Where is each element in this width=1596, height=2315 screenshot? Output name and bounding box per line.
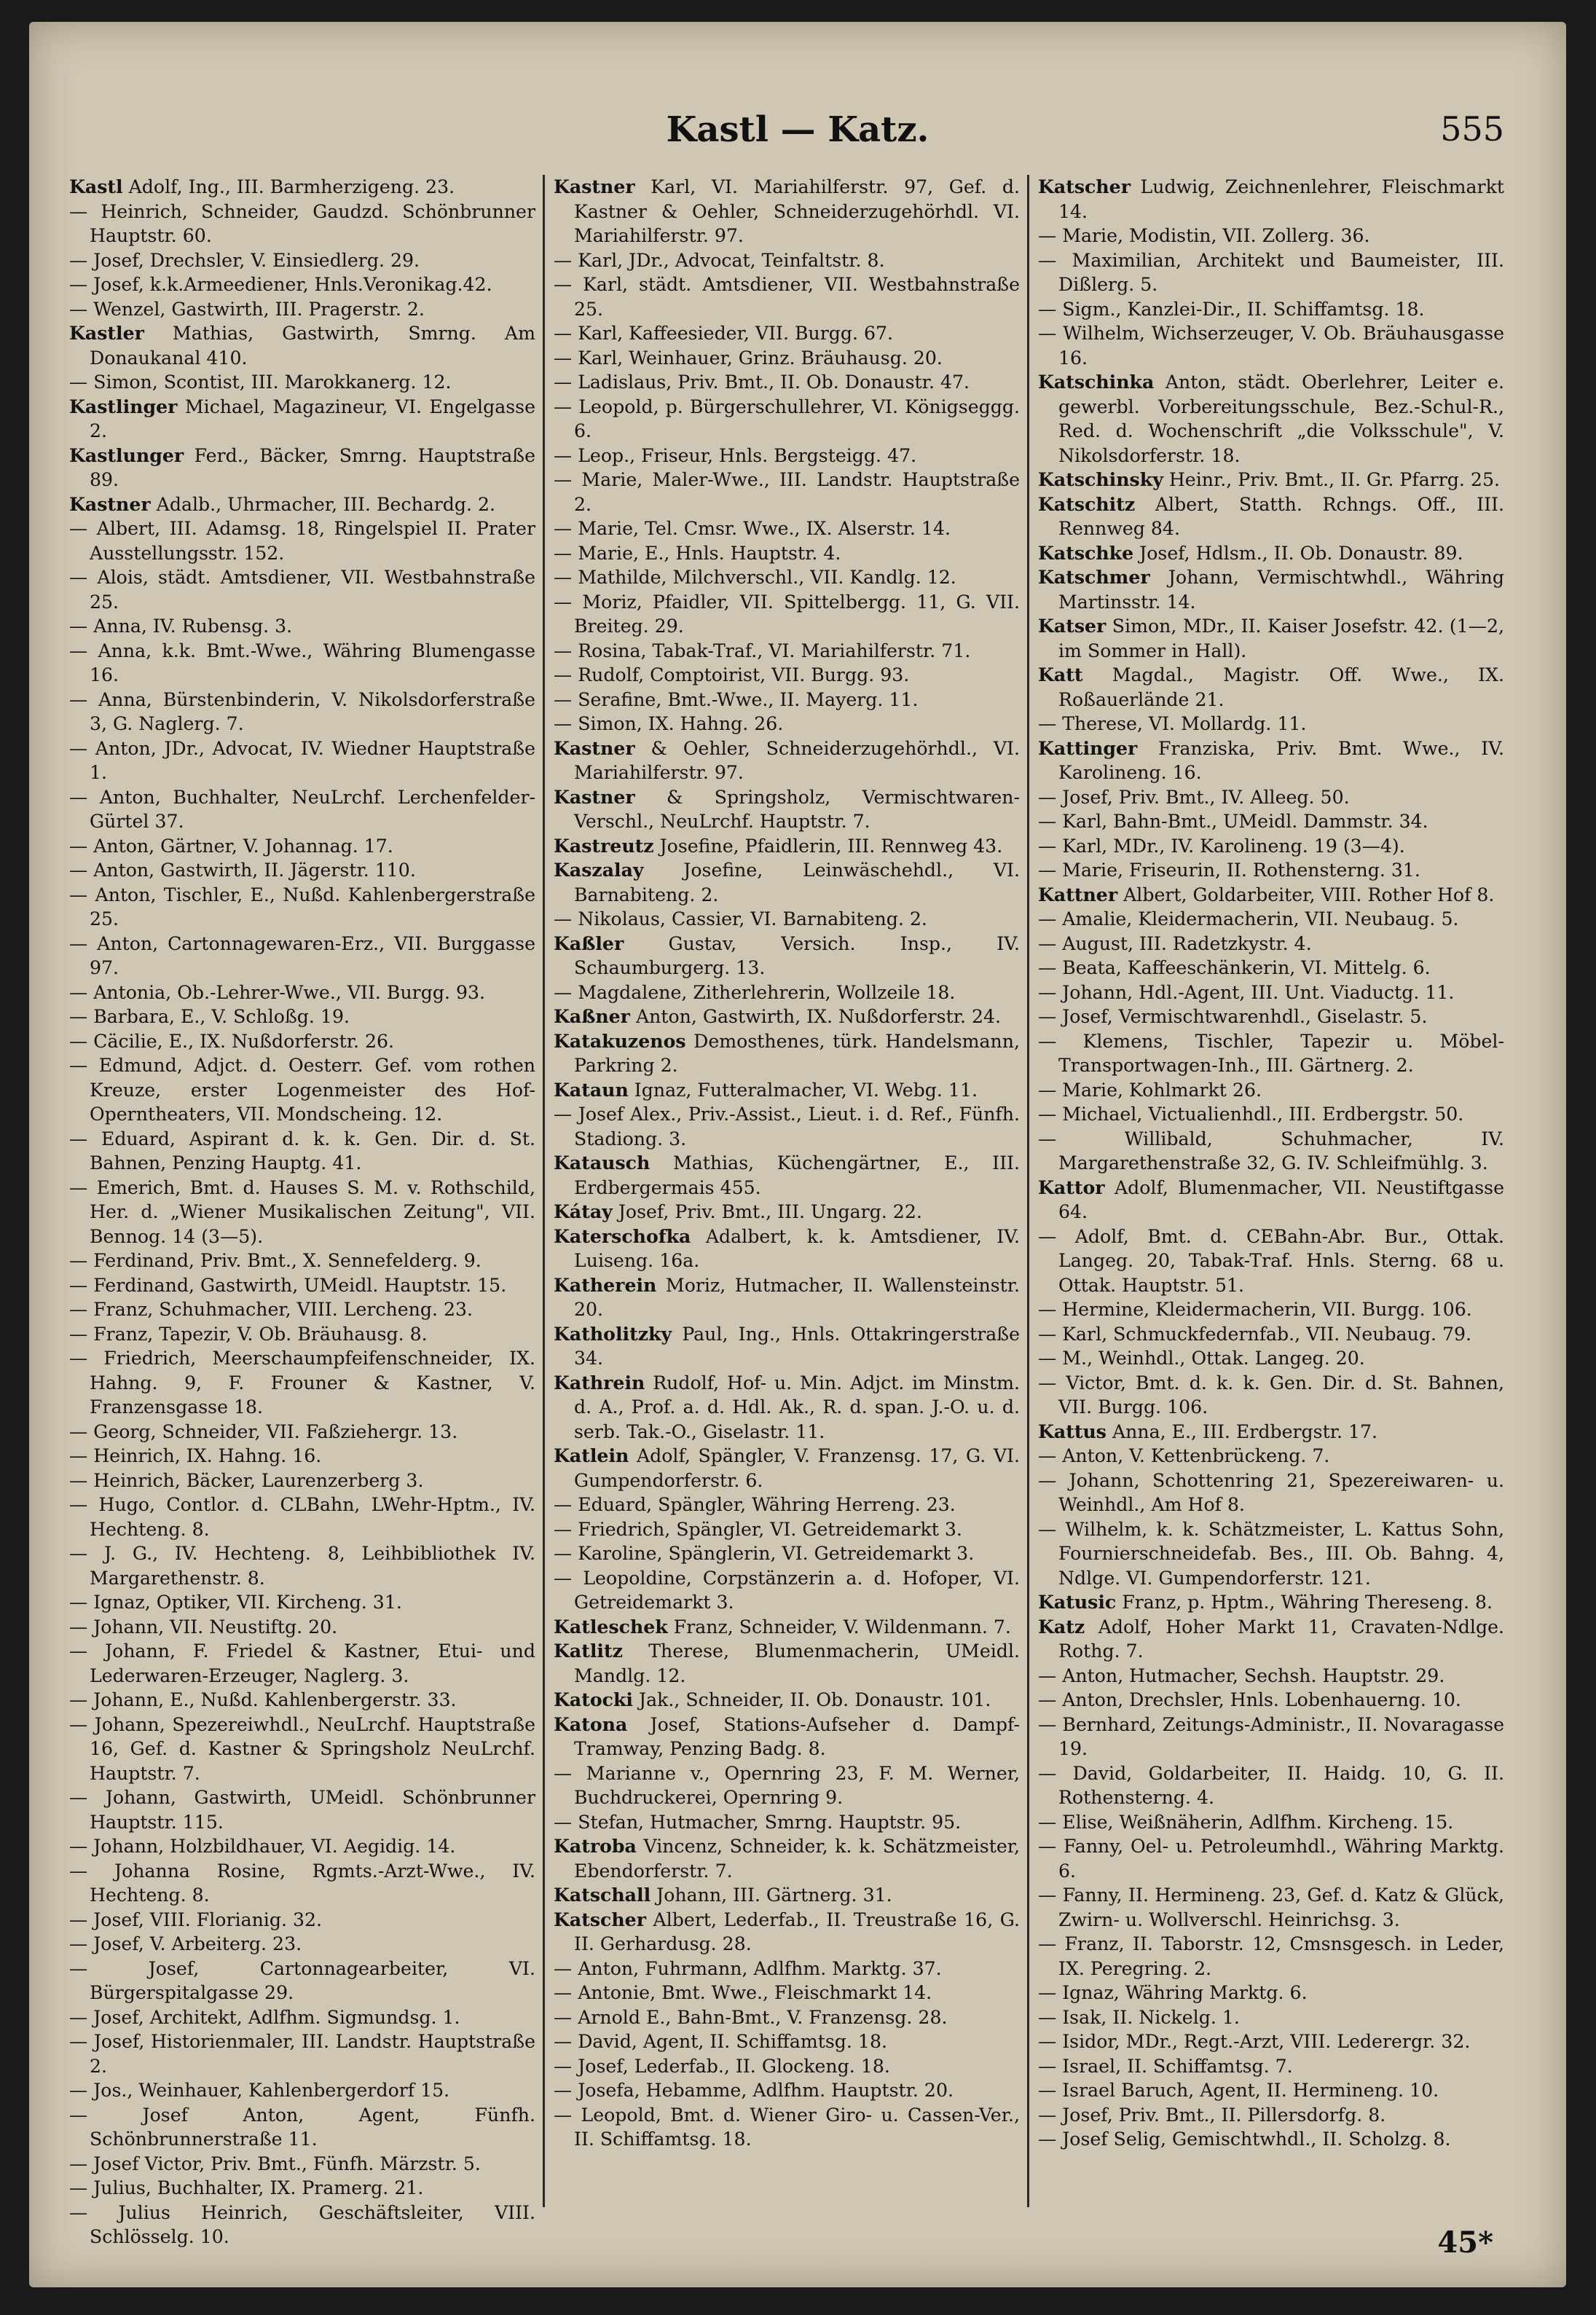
directory-entry: Kaßner Anton, Gastwirth, IX. Nußdorferstr. 24. — [554, 1005, 1002, 1027]
directory-entry: — Marie, Tel. Cmsr. Wwe., IX. Alserstr. 14. — [554, 518, 951, 539]
directory-entry: Kattor Adolf, Blumenmacher, VII. Neustiftgasse 64. — [1038, 1176, 1504, 1222]
directory-entry: — Josef, Priv. Bmt., IV. Alleeg. 50. — [1038, 786, 1350, 808]
directory-entry: — Barbara, E., V. Schloßg. 19. — [69, 1006, 350, 1027]
directory-entry: — Klemens, Tischler, Tapezir u. Möbel-Transportwagen-Inh., III. Gärtnerg. 2. — [1038, 1030, 1504, 1076]
directory-entry: Katschall Johann, III. Gärtnerg. 31. — [554, 1884, 892, 1906]
directory-entry: — Serafine, Bmt.-Wwe., II. Mayerg. 11. — [554, 688, 919, 710]
directory-entry: — Simon, Scontist, III. Marokkanerg. 12. — [69, 372, 452, 393]
page-number: 555 — [1440, 109, 1504, 149]
directory-entry: Kastl Adolf, Ing., III. Barmherzigeng. 23. — [69, 176, 455, 197]
column-3 — [1038, 175, 1504, 2207]
directory-entry: — Josef, Architekt, Adlfhm. Sigmundsg. 1. — [69, 2006, 460, 2028]
directory-entry: — M., Weinhdl., Ottak. Langeg. 20. — [1038, 1348, 1365, 1369]
columns-container — [69, 175, 1512, 2247]
column-divider — [543, 175, 545, 2207]
directory-entry: — Anton, Fuhrmann, Adlfhm. Marktg. 37. — [554, 1957, 942, 1979]
directory-entry: — Marie, Friseurin, II. Rothensterng. 31. — [1038, 860, 1420, 881]
directory-entry: — Josef Anton, Agent, Fünfh. Schönbrunnerstraße 11. — [69, 2104, 535, 2150]
directory-entry: Kattinger Franziska, Priv. Bmt. Wwe., IV. Karolineng. 16. — [1038, 736, 1504, 783]
directory-entry: — Anton, Cartonnagewaren-Erz., VII. Burggasse 97. — [69, 932, 535, 978]
directory-entry: Katschinka Anton, städt. Oberlehrer, Leiter e. gewerbl. Vorbereitungsschule, Bez.-Schul-R., Red. d. Wochenschrift „die Volksschule", V. Nikolsdorferstr. 18. — [1038, 371, 1504, 466]
directory-entry: — Albert, III. Adamsg. 18, Ringelspiel II. Prater Ausstellungsstr. 152. — [69, 518, 535, 564]
directory-entry: — Johann, VII. Neustiftg. 20. — [69, 1616, 338, 1638]
directory-entry: Katocki Jak., Schneider, II. Ob. Donaustr. 101. — [554, 1689, 991, 1710]
directory-entry: — Johann, Hdl.-Agent, III. Unt. Viaductg. 11. — [1038, 981, 1455, 1003]
directory-entry: — Marie, E., Hnls. Hauptstr. 4. — [554, 542, 841, 564]
directory-entry: Katscher Albert, Lederfab., II. Treustraße 16, G. II. Gerhardusg. 28. — [554, 1908, 1020, 1954]
directory-entry: — Josef, Drechsler, V. Einsiedlerg. 29. — [69, 249, 420, 271]
directory-entry: — Wilhelm, Wichserzeuger, V. Ob. Bräuhausgasse 16. — [1038, 323, 1504, 369]
directory-entry: — Anna, Bürstenbinderin, V. Nikolsdorferstraße 3, G. Naglerg. 7. — [69, 688, 535, 734]
directory-entry: — Wilhelm, k. k. Schätzmeister, L. Kattus Sohn, Fournierschneidefab. Bes., III. Ob. Bahng. 4, Ndlge. VI. Gumpendorferstr. 121. — [1038, 1518, 1504, 1589]
directory-entry: — Karl, Weinhauer, Grinz. Bräuhausg. 20. — [554, 347, 943, 369]
directory-entry: Katherein Moriz, Hutmacher, II. Wallensteinstr. 20. — [554, 1273, 1020, 1320]
directory-entry: Katholitzky Paul, Ing., Hnls. Ottakringerstraße 34. — [554, 1322, 1020, 1369]
directory-entry: — Magdalene, Zitherlehrerin, Wollzeile 18. — [554, 981, 956, 1003]
directory-entry: — Ignaz, Währing Marktg. 6. — [1038, 1982, 1308, 2003]
directory-entry: — Beata, Kaffeeschänkerin, VI. Mittelg. 6. — [1038, 957, 1431, 978]
directory-entry: Katlitz Therese, Blumenmacherin, UMeidl. Mandlg. 12. — [554, 1640, 1020, 1686]
directory-entry: — Josef, Priv. Bmt., II. Pillersdorfg. 8. — [1038, 2104, 1386, 2126]
directory-entry: — David, Goldarbeiter, II. Haidg. 10, G. II. Rothensterng. 4. — [1038, 1762, 1504, 1808]
directory-entry: — Rudolf, Comptoirist, VII. Burgg. 93. — [554, 664, 910, 685]
directory-entry: — Karl, JDr., Advocat, Teinfaltstr. 8. — [554, 249, 885, 271]
sheet-signature: 45* — [1437, 2225, 1493, 2260]
directory-entry: — Antonie, Bmt. Wwe., Fleischmarkt 14. — [554, 1982, 932, 2003]
directory-entry: — Franz, Schuhmacher, VIII. Lercheng. 23. — [69, 1299, 473, 1320]
directory-entry: — Wenzel, Gastwirth, III. Pragerstr. 2. — [69, 298, 425, 320]
directory-entry: — Julius Heinrich, Geschäftsleiter, VIII. Schlösselg. 10. — [69, 2201, 535, 2247]
directory-entry: Kathrein Rudolf, Hof- u. Min. Adjct. im Minstm. d. A., Prof. a. d. Hdl. Ak., R. d. span. J.-O. u. d. serb. Tak.-O., Giselastr. 11. — [554, 1371, 1020, 1442]
directory-entry: — Michael, Victualienhdl., III. Erdbergstr. 50. — [1038, 1104, 1464, 1125]
directory-entry: — Marie, Kohlmarkt 26. — [1038, 1079, 1262, 1101]
directory-entry: Kastner Karl, VI. Mariahilferstr. 97, Gef. d. Kastner & Oehler, Schneiderzugehörhdl. VI. Mariahilferstr. 97. — [554, 176, 1020, 246]
directory-entry: — Franz, Tapezir, V. Ob. Bräuhausg. 8. — [69, 1323, 428, 1345]
directory-entry: Katleschek Franz, Schneider, V. Wildenmann. 7. — [554, 1615, 1011, 1638]
column-divider — [1027, 175, 1029, 2207]
directory-entry: — Karoline, Spänglerin, VI. Getreidemarkt 3. — [554, 1543, 975, 1564]
directory-entry: — Anton, Buchhalter, NeuLrchf. Lerchenfelder-Gürtel 37. — [69, 786, 535, 832]
directory-entry: Kastreutz Josefine, Pfaidlerin, III. Rennweg 43. — [554, 834, 1003, 857]
directory-entry: — Rosina, Tabak-Traf., VI. Mariahilferstr. 71. — [554, 640, 971, 661]
directory-entry: — Anton, Hutmacher, Sechsh. Hauptstr. 29. — [1038, 1664, 1445, 1686]
directory-entry: — Amalie, Kleidermacherin, VII. Neubaug. 5. — [1038, 908, 1459, 929]
directory-entry: — Anton, V. Kettenbrückeng. 7. — [1038, 1445, 1330, 1466]
directory-entry: — Marianne v., Opernring 23, F. M. Werner, Buchdruckerei, Opernring 9. — [554, 1762, 1020, 1808]
directory-entry: — Isidor, MDr., Regt.-Arzt, VIII. Lederergr. 32. — [1038, 2031, 1471, 2052]
running-head: Kastl — Katz. — [666, 109, 929, 150]
directory-entry: Kaßler Gustav, Versich. Insp., IV. Schaumburgerg. 13. — [554, 932, 1020, 978]
directory-entry: Katona Josef, Stations-Aufseher d. Dampf-Tramway, Penzing Badg. 8. — [554, 1713, 1020, 1759]
directory-entry: — Marie, Maler-Wwe., III. Landstr. Hauptstraße 2. — [554, 469, 1020, 515]
directory-entry: — Josefa, Hebamme, Adlfhm. Hauptstr. 20. — [554, 2080, 954, 2101]
directory-entry: — Sigm., Kanzlei-Dir., II. Schiffamtsg. 18. — [1038, 298, 1425, 320]
directory-entry: — Julius, Buchhalter, IX. Pramerg. 21. — [69, 2177, 424, 2198]
directory-entry: — Leopold, p. Bürgerschullehrer, VI. Königseggg. 6. — [554, 396, 1020, 441]
directory-entry: — Josef Victor, Priv. Bmt., Fünfh. Märzstr. 5. — [69, 2153, 481, 2174]
directory-entry: — Stefan, Hutmacher, Smrng. Hauptstr. 95. — [554, 1811, 962, 1833]
directory-entry: Katakuzenos Demosthenes, türk. Handelsmann, Parkring 2. — [554, 1029, 1020, 1076]
directory-entry: — Johann, F. Friedel & Kastner, Etui- und Lederwaren-Erzeuger, Naglerg. 3. — [69, 1640, 535, 1686]
directory-entry: — Israel Baruch, Agent, II. Hermineng. 10. — [1038, 2080, 1439, 2101]
directory-entry: Kataun Ignaz, Futteralmacher, VI. Webg. 11. — [554, 1078, 978, 1101]
directory-entry: Katt Magdal., Magistr. Off. Wwe., IX. Roßauerlände 21. — [1038, 664, 1504, 710]
directory-entry: — Anna, k.k. Bmt.-Wwe., Währing Blumengasse 16. — [69, 640, 535, 685]
directory-entry: — Karl, Bahn-Bmt., UMeidl. Dammstr. 34. — [1038, 811, 1428, 832]
directory-entry: — Johann, Schottenring 21, Spezereiwaren- u. Weinhdl., Am Hof 8. — [1038, 1469, 1504, 1515]
directory-entry: — Alois, städt. Amtsdiener, VII. Westbahnstraße 25. — [69, 567, 535, 613]
directory-entry: — Arnold E., Bahn-Bmt., V. Franzensg. 28. — [554, 2006, 948, 2028]
directory-entry: — Karl, städt. Amtsdiener, VII. Westbahnstraße 25. — [554, 274, 1020, 320]
directory-entry: — Johann, Gastwirth, UMeidl. Schönbrunner Hauptstr. 115. — [69, 1787, 535, 1833]
directory-entry: — Edmund, Adjct. d. Oesterr. Gef. vom rothen Kreuze, erster Logenmeister des Hof-Operntheaters, VII. Mondscheing. 12. — [69, 1055, 535, 1125]
directory-entry: — Heinrich, Schneider, Gaudzd. Schönbrunner Hauptstr. 60. — [69, 200, 535, 246]
directory-entry: Kastlinger Michael, Magazineur, VI. Engelgasse 2. — [69, 395, 535, 441]
directory-entry: — Leopold, Bmt. d. Wiener Giro- u. Cassen-Ver., II. Schiffamtsg. 18. — [554, 2104, 1020, 2150]
directory-entry: Katausch Mathias, Küchengärtner, E., III. Erdbergermais 455. — [554, 1152, 1020, 1198]
directory-entry: — Ignaz, Optiker, VII. Kircheng. 31. — [69, 1592, 402, 1613]
directory-entry: Kátay Josef, Priv. Bmt., III. Ungarg. 22. — [554, 1200, 922, 1222]
directory-entry: Katerschofka Adalbert, k. k. Amtsdiener, IV. Luiseng. 16a. — [554, 1225, 1020, 1271]
directory-entry: — Emerich, Bmt. d. Hauses S. M. v. Rothschild, Her. d. „Wiener Musikalischen Zeitung", VII. Bennog. 14 (3—5). — [69, 1176, 535, 1247]
directory-entry: — Eduard, Spängler, Währing Herreng. 23. — [554, 1494, 956, 1515]
directory-entry: Kattus Anna, E., III. Erdbergstr. 17. — [1038, 1420, 1378, 1442]
directory-entry: — Friedrich, Meerschaumpfeifenschneider, IX. Hahng. 9, F. Frouner & Kastner, V. Franzensgasse 18. — [69, 1348, 535, 1418]
directory-entry: Kastler Mathias, Gastwirth, Smrng. Am Donaukanal 410. — [69, 322, 535, 369]
directory-entry: Katser Simon, MDr., II. Kaiser Josefstr. 42. (1—2, im Sommer in Hall). — [1038, 615, 1504, 661]
directory-entry: — Bernhard, Zeitungs-Administr., II. Novaragasse 19. — [1038, 1713, 1504, 1759]
directory-entry: — Victor, Bmt. d. k. k. Gen. Dir. d. St. Bahnen, VII. Burgg. 106. — [1038, 1372, 1504, 1418]
directory-entry: — Hugo, Contlor. d. CLBahn, LWehr-Hptm., IV. Hechteng. 8. — [69, 1494, 535, 1540]
directory-entry: — Ferdinand, Gastwirth, UMeidl. Hauptstr. 15. — [69, 1274, 507, 1296]
directory-entry: — Cäcilie, E., IX. Nußdorferstr. 26. — [69, 1030, 395, 1052]
directory-entry: — Anton, Gärtner, V. Johannag. 17. — [69, 835, 393, 857]
directory-entry: — J. G., IV. Hechteng. 8, Leihbibliothek IV. Margarethenstr. 8. — [69, 1543, 535, 1589]
directory-entry: — Josef Alex., Priv.-Assist., Lieut. i. d. Ref., Fünfh. Stadiong. 3. — [554, 1104, 1020, 1149]
directory-entry: — Friedrich, Spängler, VI. Getreidemarkt 3. — [554, 1518, 962, 1540]
directory-entry: — Josef, Vermischtwarenhdl., Giselastr. 5. — [1038, 1006, 1428, 1027]
directory-entry: — Johanna Rosine, Rgmts.-Arzt-Wwe., IV. Hechteng. 8. — [69, 1860, 535, 1906]
directory-entry: — Josef, V. Arbeiterg. 23. — [69, 1933, 302, 1954]
directory-entry: — Johann, E., Nußd. Kahlenbergerstr. 33. — [69, 1689, 457, 1710]
directory-entry: Kastlunger Ferd., Bäcker, Smrng. Hauptstraße 89. — [69, 444, 535, 490]
directory-entry: Katschke Josef, Hdlsm., II. Ob. Donaustr. 89. — [1038, 541, 1463, 564]
directory-entry: — Anton, Tischler, E., Nußd. Kahlenbergerstraße 25. — [69, 884, 535, 929]
directory-entry: — Josef Selig, Gemischtwhdl., II. Scholzg. 8. — [1038, 2129, 1451, 2150]
column-2 — [554, 175, 1020, 2207]
directory-entry: — Karl, Kaffeesieder, VII. Burgg. 67. — [554, 323, 894, 344]
directory-entry: — Leop., Friseur, Hnls. Bergsteigg. 47. — [554, 444, 917, 466]
directory-entry: Kastner & Springsholz, Vermischtwaren-Verschl., NeuLrchf. Hauptstr. 7. — [554, 785, 1020, 832]
directory-entry: Katroba Vincenz, Schneider, k. k. Schätzmeister, Ebendorferstr. 7. — [554, 1835, 1020, 1882]
directory-entry: — Josef, Historienmaler, III. Landstr. Hauptstraße 2. — [69, 2031, 535, 2077]
directory-entry: Katz Adolf, Hoher Markt 11, Cravaten-Ndlge. Rothg. 7. — [1038, 1615, 1504, 1662]
directory-entry: — Johann, Holzbildhauer, VI. Aegidig. 14. — [69, 1836, 456, 1857]
directory-entry: — Moriz, Pfaidler, VII. Spittelbergg. 11, G. VII. Breiteg. 29. — [554, 591, 1020, 637]
directory-entry: — Nikolaus, Cassier, VI. Barnabiteng. 2. — [554, 908, 927, 929]
directory-entry: Kaszalay Josefine, Leinwäschehdl., VI. Barnabiteng. 2. — [554, 859, 1020, 905]
directory-entry: — Josef, VIII. Florianig. 32. — [69, 1909, 323, 1930]
directory-entry: — Heinrich, IX. Hahng. 16. — [69, 1445, 322, 1466]
directory-entry: — Maximilian, Architekt und Baumeister, III. Dißlerg. 5. — [1038, 249, 1504, 295]
directory-entry: — Eduard, Aspirant d. k. k. Gen. Dir. d. St. Bahnen, Penzing Hauptg. 41. — [69, 1128, 535, 1174]
directory-entry: — Antonia, Ob.-Lehrer-Wwe., VII. Burgg. 93. — [69, 981, 486, 1003]
directory-entry: — Johann, Spezereiwhdl., NeuLrchf. Hauptstraße 16, Gef. d. Kastner & Springsholz NeuLrchf. Hauptstr. 7. — [69, 1713, 535, 1784]
directory-entry: — Heinrich, Bäcker, Laurenzerberg 3. — [69, 1469, 424, 1491]
directory-entry: — Anton, Gastwirth, II. Jägerstr. 110. — [69, 860, 416, 881]
directory-entry: — David, Agent, II. Schiffamtsg. 18. — [554, 2031, 887, 2052]
directory-entry: — Simon, IX. Hahng. 26. — [554, 713, 784, 734]
directory-entry: — Therese, VI. Mollardg. 11. — [1038, 713, 1307, 734]
directory-entry: Kastner Adalb., Uhrmacher, III. Bechardg. 2. — [69, 492, 496, 515]
column-1 — [69, 175, 535, 2247]
directory-entry: Katschmer Johann, Vermischtwhdl., Währing Martinsstr. 14. — [1038, 566, 1504, 613]
directory-page — [29, 22, 1566, 2287]
directory-entry: Kattner Albert, Goldarbeiter, VIII. Rother Hof 8. — [1038, 883, 1495, 905]
directory-entry: Katscher Ludwig, Zeichnenlehrer, Fleischmarkt 14. — [1038, 176, 1504, 222]
directory-entry: — Karl, MDr., IV. Karolineng. 19 (3—4). — [1038, 835, 1405, 857]
directory-entry: — Georg, Schneider, VII. Faßziehergr. 13. — [69, 1420, 458, 1442]
directory-entry: — Jos., Weinhauer, Kahlenbergerdorf 15. — [69, 2080, 450, 2101]
directory-entry: — Josef, k.k.Armeediener, Hnls.Veronikag.42. — [69, 274, 492, 295]
directory-entry: — Leopoldine, Corpstänzerin a. d. Hofoper, VI. Getreidemarkt 3. — [554, 1567, 1020, 1613]
directory-entry: — Fanny, Oel- u. Petroleumhdl., Währing Marktg. 6. — [1038, 1836, 1504, 1882]
directory-entry: — Israel, II. Schiffamtsg. 7. — [1038, 2055, 1293, 2077]
directory-entry: Katusic Franz, p. Hptm., Währing Thereseng. 8. — [1038, 1591, 1493, 1613]
directory-entry: — Hermine, Kleidermacherin, VII. Burgg. 106. — [1038, 1299, 1472, 1320]
directory-entry: — Anton, JDr., Advocat, IV. Wiedner Hauptstraße 1. — [69, 737, 535, 783]
directory-entry: — August, III. Radetzkystr. 4. — [1038, 932, 1312, 954]
directory-entry: — Willibald, Schuhmacher, IV. Margarethenstraße 32, G. IV. Schleifmühlg. 3. — [1038, 1128, 1504, 1174]
directory-entry: Kastner & Oehler, Schneiderzugehörhdl., VI. Mariahilferstr. 97. — [554, 736, 1020, 783]
directory-entry: — Adolf, Bmt. d. CEBahn-Abr. Bur., Ottak. Langeg. 20, Tabak-Traf. Hnls. Sterng. 68 u. Ottak. Hauptstr. 51. — [1038, 1225, 1504, 1296]
directory-entry: — Josef, Lederfab., II. Glockeng. 18. — [554, 2055, 890, 2077]
directory-entry: Katschinsky Heinr., Priv. Bmt., II. Gr. Pfarrg. 25. — [1038, 468, 1500, 490]
directory-entry: — Anton, Drechsler, Hnls. Lobenhauerng. 10. — [1038, 1689, 1461, 1710]
directory-entry: — Franz, II. Taborstr. 12, Cmsnsgesch. in Leder, IX. Peregring. 2. — [1038, 1933, 1504, 1979]
directory-entry: — Marie, Modistin, VII. Zollerg. 36. — [1038, 225, 1370, 246]
directory-entry: — Karl, Schmuckfedernfab., VII. Neubaug. 79. — [1038, 1323, 1472, 1345]
directory-entry: Katlein Adolf, Spängler, V. Franzensg. 17, G. VI. Gumpendorferstr. 6. — [554, 1445, 1020, 1491]
directory-entry: — Isak, II. Nickelg. 1. — [1038, 2006, 1240, 2028]
directory-entry: Katschitz Albert, Statth. Rchngs. Off., III. Rennweg 84. — [1038, 492, 1504, 539]
directory-entry: — Fanny, II. Hermineng. 23, Gef. d. Katz & Glück, Zwirn- u. Wollverschl. Heinrichsg. 3. — [1038, 1884, 1504, 1930]
page-header — [29, 109, 1566, 175]
directory-entry: — Josef, Cartonnagearbeiter, VI. Bürgerspitalgasse 29. — [69, 1957, 535, 2003]
directory-entry: — Mathilde, Milchverschl., VII. Kandlg. 12. — [554, 567, 956, 588]
directory-entry: — Elise, Weißnäherin, Adlfhm. Kircheng. 15. — [1038, 1811, 1454, 1833]
directory-entry: — Ladislaus, Priv. Bmt., II. Ob. Donaustr. 47. — [554, 372, 970, 393]
directory-entry: — Anna, IV. Rubensg. 3. — [69, 616, 293, 637]
directory-entry: — Ferdinand, Priv. Bmt., X. Sennefelderg. 9. — [69, 1250, 481, 1271]
